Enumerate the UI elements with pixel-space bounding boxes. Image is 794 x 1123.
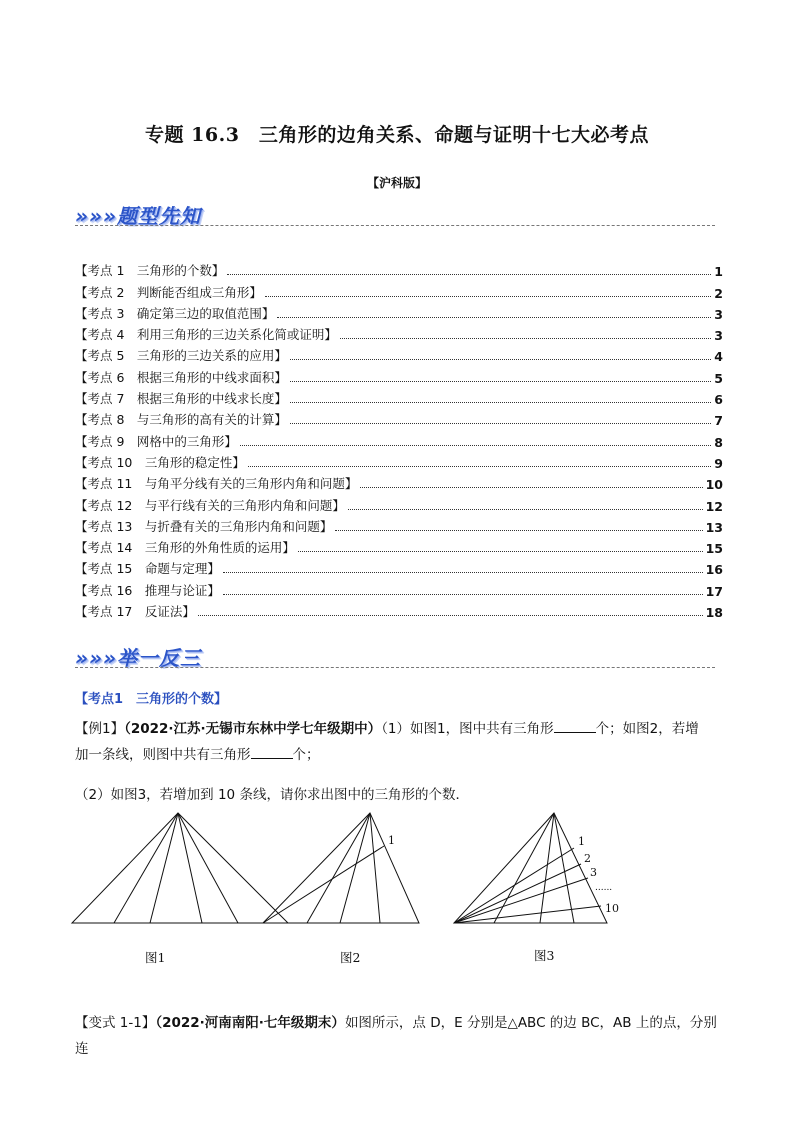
dashed-divider <box>75 667 715 668</box>
toc-row[interactable]: 【考点 1 三角形的个数】 1 <box>75 263 723 280</box>
variant-paragraph: 【变式 1-1】（2022·河南南阳·七年级期末）如图所示，点 D，E 分别是△ABC 的边 BC，AB 上的点，分别连 <box>75 1015 717 1057</box>
toc-row[interactable]: 【考点 16 推理与论证】 17 <box>75 582 723 599</box>
toc-row[interactable]: 【考点 4 利用三角形的三边关系化简或证明】 3 <box>75 327 723 344</box>
table-of-contents <box>75 258 723 620</box>
edition-label: 【沪科版】 <box>366 176 427 190</box>
toc-row[interactable]: 【考点 11 与角平分线有关的三角形内角和问题】 10 <box>75 476 723 493</box>
variant-lead: 【变式 1-1】 <box>75 1015 156 1031</box>
figure-2-diagram <box>262 808 422 928</box>
section-banner-preview <box>75 200 715 230</box>
figure-1-caption: 图1 <box>145 950 166 965</box>
toc-row[interactable]: 【考点 8 与三角形的高有关的计算】 7 <box>75 412 723 429</box>
toc-row[interactable]: 【考点 7 根据三角形的中线求长度】 6 <box>75 391 723 408</box>
figure-3-label: 10 <box>605 902 619 915</box>
toc-row[interactable]: 【考点 5 三角形的三边关系的应用】 4 <box>75 348 723 365</box>
answer-blank[interactable] <box>251 744 293 759</box>
example-part2: （2）如图3，若增加到 10 条线，请你求出图中的三角形的个数． <box>75 787 469 803</box>
example-paragraph: 【例1】（2022·江苏·无锡市东林中学七年级期中）（1）如图1，图中共有三角形 个；如图2，若增 加一条线，则图中共有三角形 个； <box>75 716 725 768</box>
figure-2-caption: 图2 <box>340 950 361 965</box>
figure-3-label: 2 <box>584 852 591 865</box>
example-source: （2022·江苏·无锡市东林中学七年级期中） <box>124 721 382 737</box>
figure-3-caption: 图3 <box>534 948 555 963</box>
section-banner-practice <box>75 642 715 672</box>
toc-row[interactable]: 【考点 9 网格中的三角形】 8 <box>75 433 723 450</box>
toc-row[interactable]: 【考点 12 与平行线有关的三角形内角和问题】 12 <box>75 497 723 514</box>
toc-row[interactable]: 【考点 3 确定第三边的取值范围】 3 <box>75 305 723 322</box>
figure-3-label: ...... <box>595 883 613 893</box>
banner-title: »»»题型先知 <box>75 204 201 228</box>
figure-2-line-label: 1 <box>388 834 395 847</box>
toc-row[interactable]: 【考点 14 三角形的外角性质的运用】 15 <box>75 540 723 557</box>
variant-source: （2022·河南南阳·七年级期末） <box>155 1015 345 1031</box>
dashed-divider <box>75 225 715 226</box>
example-lead: 【例1】 <box>75 721 125 737</box>
figure-1-diagram <box>70 808 290 928</box>
page-title: 专题 16.3 三角形的边角关系、命题与证明十七大必考点 <box>145 124 649 146</box>
figure-3-label: 3 <box>590 866 597 879</box>
answer-blank[interactable] <box>554 718 596 733</box>
toc-row[interactable]: 【考点 15 命题与定理】 16 <box>75 561 723 578</box>
toc-row[interactable]: 【考点 13 与折叠有关的三角形内角和问题】 13 <box>75 518 723 535</box>
toc-row[interactable]: 【考点 2 判断能否组成三角形】 2 <box>75 284 723 301</box>
toc-row[interactable]: 【考点 10 三角形的稳定性】 9 <box>75 454 723 471</box>
figure-3-diagram <box>452 808 632 928</box>
figure-3-label: 1 <box>578 835 585 848</box>
toc-row[interactable]: 【考点 6 根据三角形的中线求面积】 5 <box>75 369 723 386</box>
banner-title: »»»举一反三 <box>75 646 201 670</box>
topic-heading: 【考点1 三角形的个数】 <box>75 692 228 707</box>
toc-row[interactable]: 【考点 17 反证法】 18 <box>75 604 723 621</box>
